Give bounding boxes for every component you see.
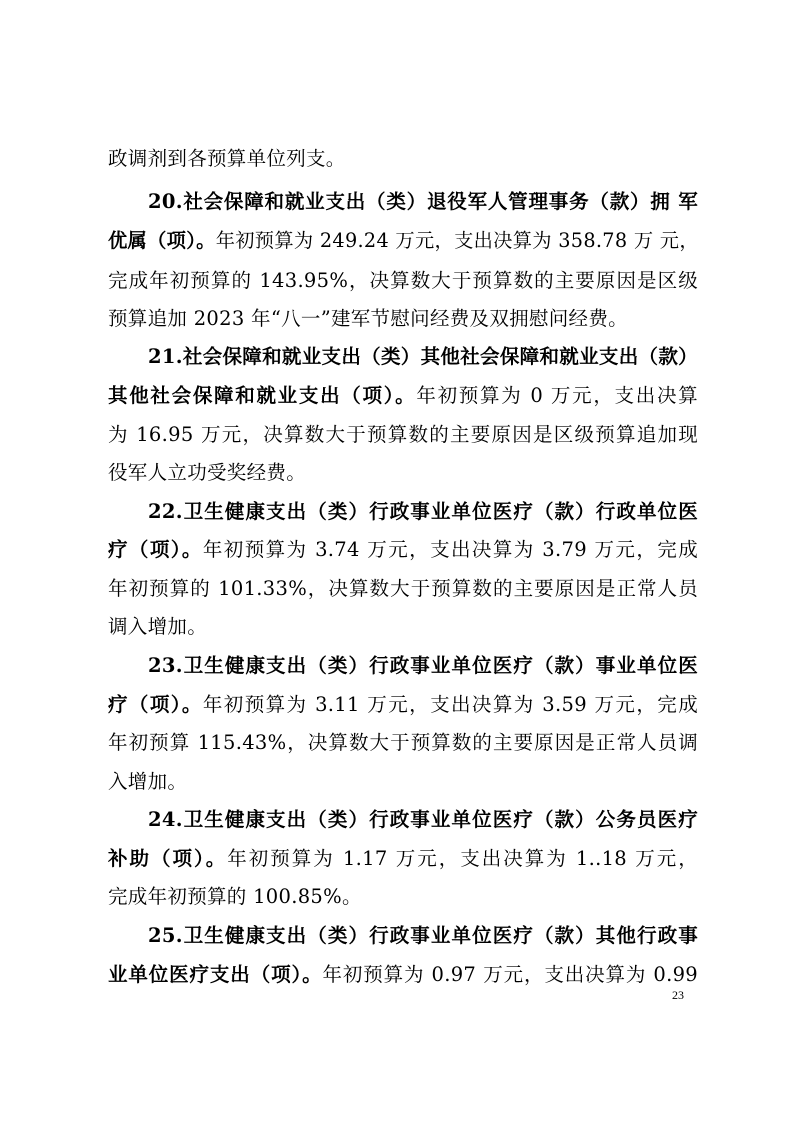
item-22-line-4: 调入增加。	[108, 615, 208, 638]
item-24-heading-end: 补助（项）。	[108, 847, 228, 870]
item-21-line-2	[108, 381, 698, 411]
item-21-line-3: 为 16.95 万元，决算数大于预算数的主要原因是区级预算追加现	[108, 423, 698, 446]
item-20-body: 年初预算为 249.24 万元，支出决算为 358.78 万 元，	[215, 229, 699, 252]
item-25-heading: 25.卫生健康支出（类）行政事业单位医疗（款）其他行政事	[148, 924, 698, 947]
item-20-line-3: 完成年初预算的 143.95%，决算数大于预算数的主要原因是区级	[108, 269, 698, 292]
item-23-heading-end: 疗（项）。	[108, 693, 203, 716]
item-24-body: 年初预算为 1.17 万元，支出决算为 1..18 万元，	[227, 847, 698, 870]
paragraph-continuation: 政调剂到各预算单位列支。	[108, 147, 346, 170]
item-21-heading-end: 其他社会保障和就业支出（项）。	[108, 384, 417, 407]
item-20-line-4: 预算追加 2023 年“八一”建军节慰问经费及双拥慰问经费。	[108, 307, 628, 330]
item-20-heading: 20.社会保障和就业支出（类）退役军人管理事务（款）拥 军	[148, 190, 698, 213]
item-22-body: 年初预算为 3.74 万元，支出决算为 3.79 万元，完成	[202, 538, 698, 561]
item-23-heading: 23.卫生健康支出（类）行政事业单位医疗（款）事业单位医	[148, 654, 698, 677]
item-25-line-2	[108, 960, 698, 990]
item-21-line-4: 役军人立功受奖经费。	[108, 461, 307, 484]
item-23-line-2	[108, 690, 698, 720]
item-24-heading: 24.卫生健康支出（类）行政事业单位医疗（款）公务员医疗	[148, 808, 698, 831]
item-20-heading-end: 优属（项）。	[108, 229, 216, 252]
item-23-body: 年初预算为 3.11 万元，支出决算为 3.59 万元，完成	[202, 693, 698, 716]
item-22-line-3: 年初预算的 101.33%，决算数大于预算数的主要原因是正常人员	[108, 577, 698, 600]
item-20-line-2	[108, 226, 698, 256]
item-21-heading: 21.社会保障和就业支出（类）其他社会保障和就业支出（款）	[148, 345, 698, 368]
item-22-heading-end: 疗（项）。	[108, 538, 203, 561]
item-25-body: 年初预算为 0.97 万元，支出决算为 0.99	[322, 963, 698, 986]
item-24-line-3: 完成年初预算的 100.85%。	[108, 885, 362, 908]
item-22-heading: 22.卫生健康支出（类）行政事业单位医疗（款）行政单位医	[148, 500, 698, 523]
item-23-line-4: 入增加。	[108, 770, 188, 793]
item-22-line-2	[108, 535, 698, 565]
page-number: 23	[672, 988, 684, 1002]
item-21-body: 年初预算为 0 万元，支出决算	[416, 384, 698, 407]
item-23-line-3: 年初预算 115.43%，决算数大于预算数的主要原因是正常人员调	[108, 731, 698, 754]
item-25-heading-end: 业单位医疗支出（项）。	[108, 963, 323, 986]
item-24-line-2	[108, 844, 698, 874]
